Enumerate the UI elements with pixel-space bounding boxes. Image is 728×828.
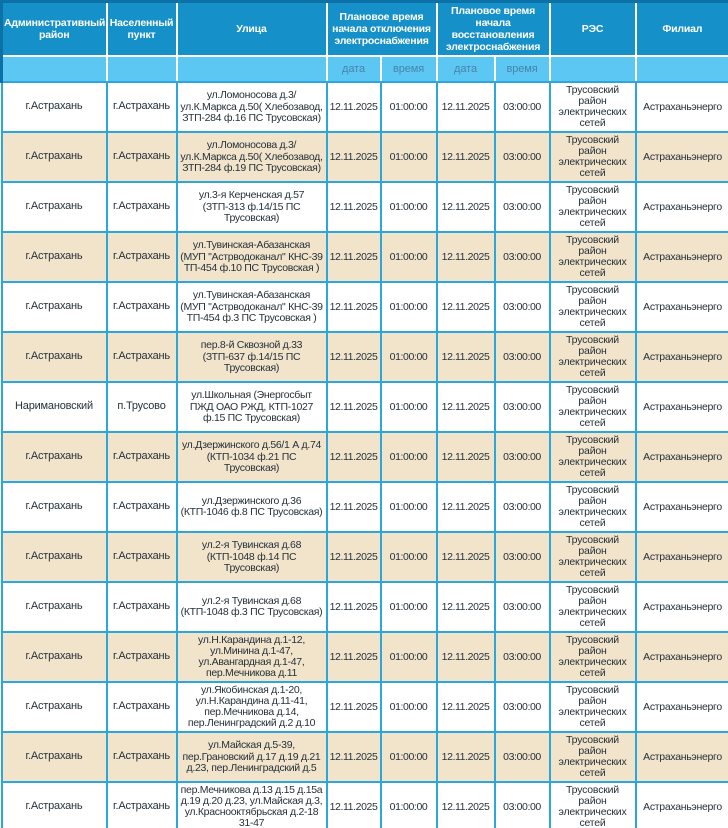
col-header-restoration-group: Плановое время начала восстановления электроснабжения: [437, 2, 550, 57]
subheader-spacer: [177, 56, 327, 82]
cell-branch: Астраханьэнерго: [636, 482, 728, 532]
subheader-outage-time: время: [381, 56, 437, 82]
cell-district: г.Астрахань: [2, 532, 107, 582]
cell-restore-date: 12.11.2025: [437, 82, 495, 132]
cell-restore-date: 12.11.2025: [437, 282, 495, 332]
cell-restore-time: 03:00:00: [495, 582, 550, 632]
cell-branch: Астраханьэнерго: [636, 382, 728, 432]
cell-outage-time: 01:00:00: [381, 782, 437, 828]
cell-settlement: г.Астрахань: [107, 182, 177, 232]
col-header-outage-group: Плановое время начала отключения электроснабжения: [327, 2, 437, 57]
cell-restore-time: 03:00:00: [495, 482, 550, 532]
cell-outage-time: 01:00:00: [381, 532, 437, 582]
cell-street: ул.Школьная (Энергосбыт ПЖД ОАО РЖД, КТП-1027 ф.15 ПС Трусовская): [177, 382, 327, 432]
cell-outage-date: 12.11.2025: [327, 382, 381, 432]
cell-restore-time: 03:00:00: [495, 632, 550, 682]
cell-district: г.Астрахань: [2, 782, 107, 828]
cell-restore-time: 03:00:00: [495, 732, 550, 782]
cell-settlement: г.Астрахань: [107, 282, 177, 332]
cell-res: Трусовский район электрических сетей: [550, 182, 636, 232]
cell-district: г.Астрахань: [2, 182, 107, 232]
cell-settlement: г.Астрахань: [107, 582, 177, 632]
cell-restore-date: 12.11.2025: [437, 232, 495, 282]
cell-settlement: п.Трусово: [107, 382, 177, 432]
cell-district: г.Астрахань: [2, 432, 107, 482]
cell-settlement: г.Астрахань: [107, 782, 177, 828]
cell-restore-date: 12.11.2025: [437, 532, 495, 582]
cell-outage-date: 12.11.2025: [327, 332, 381, 382]
cell-restore-date: 12.11.2025: [437, 132, 495, 182]
cell-outage-time: 01:00:00: [381, 582, 437, 632]
table-row: [2, 382, 728, 432]
cell-outage-date: 12.11.2025: [327, 582, 381, 632]
cell-street: ул.Тувинская-Абазанская (МУП "Астрводоканал" КНС-39 ТП-454 ф.3 ПС Трусовская ): [177, 282, 327, 332]
table-row: [2, 582, 728, 632]
cell-res: Трусовский район электрических сетей: [550, 432, 636, 482]
table-row: [2, 282, 728, 332]
cell-outage-time: 01:00:00: [381, 732, 437, 782]
cell-branch: Астраханьэнерго: [636, 332, 728, 382]
cell-restore-date: 12.11.2025: [437, 482, 495, 532]
cell-restore-time: 03:00:00: [495, 332, 550, 382]
cell-settlement: г.Астрахань: [107, 82, 177, 132]
table-row: [2, 332, 728, 382]
cell-outage-time: 01:00:00: [381, 382, 437, 432]
cell-branch: Астраханьэнерго: [636, 132, 728, 182]
cell-restore-time: 03:00:00: [495, 782, 550, 828]
cell-restore-date: 12.11.2025: [437, 682, 495, 732]
cell-street: ул.Дзержинского д.56/1 А д.74 (КТП-1034 ф.21 ПС Трусовская): [177, 432, 327, 482]
table-row: [2, 132, 728, 182]
subheader-spacer: [550, 56, 636, 82]
cell-district: г.Астрахань: [2, 132, 107, 182]
cell-street: пер.Мечникова д.13 д.15 д.15а д.19 д.20 д.23, ул.Майская д.3, ул.Краснооктябрьская д.2-18 31-47: [177, 782, 327, 828]
cell-street: ул.Тувинская-Абазанская (МУП "Астрводоканал" КНС-39 ТП-454 ф.10 ПС Трусовская ): [177, 232, 327, 282]
subheader-spacer: [2, 56, 107, 82]
cell-outage-date: 12.11.2025: [327, 282, 381, 332]
cell-res: Трусовский район электрических сетей: [550, 382, 636, 432]
cell-district: г.Астрахань: [2, 732, 107, 782]
cell-settlement: г.Астрахань: [107, 482, 177, 532]
cell-district: Наримановский: [2, 382, 107, 432]
cell-restore-time: 03:00:00: [495, 282, 550, 332]
table-row: [2, 82, 728, 132]
cell-branch: Астраханьэнерго: [636, 182, 728, 232]
cell-restore-time: 03:00:00: [495, 432, 550, 482]
cell-outage-date: 12.11.2025: [327, 82, 381, 132]
cell-restore-date: 12.11.2025: [437, 782, 495, 828]
cell-branch: Астраханьэнерго: [636, 82, 728, 132]
cell-outage-time: 01:00:00: [381, 132, 437, 182]
cell-restore-time: 03:00:00: [495, 532, 550, 582]
table-body: [2, 82, 728, 828]
cell-district: г.Астрахань: [2, 332, 107, 382]
table-row: [2, 232, 728, 282]
cell-street: ул.Ломоносова д.3/ ул.К.Маркса д.50( Хлебозавод, ЗТП-284 ф.19 ПС Трусовская): [177, 132, 327, 182]
table-row: [2, 732, 728, 782]
subheader-spacer: [636, 56, 728, 82]
cell-restore-time: 03:00:00: [495, 382, 550, 432]
cell-restore-date: 12.11.2025: [437, 382, 495, 432]
cell-outage-time: 01:00:00: [381, 232, 437, 282]
cell-outage-time: 01:00:00: [381, 82, 437, 132]
cell-outage-time: 01:00:00: [381, 632, 437, 682]
cell-restore-time: 03:00:00: [495, 232, 550, 282]
cell-street: ул.2-я Тувинская д.68 (КТП-1048 ф.3 ПС Трусовская): [177, 582, 327, 632]
cell-branch: Астраханьэнерго: [636, 532, 728, 582]
cell-outage-date: 12.11.2025: [327, 132, 381, 182]
cell-outage-date: 12.11.2025: [327, 432, 381, 482]
cell-outage-date: 12.11.2025: [327, 182, 381, 232]
cell-branch: Астраханьэнерго: [636, 632, 728, 682]
col-header-res: РЭС: [550, 2, 636, 57]
cell-street: пер.8-й Сквозной д.33 (ЗТП-637 ф.14/15 ПС Трусовская): [177, 332, 327, 382]
cell-street: ул.Н.Карандина д.1-12, ул.Минина д.1-47, ул.Авангардная д.1-47, пер.Мечникова д.11: [177, 632, 327, 682]
cell-outage-date: 12.11.2025: [327, 232, 381, 282]
cell-street: ул.Ломоносова д.3/ ул.К.Маркса д.50( Хлебозавод, ЗТП-284 ф.16 ПС Трусовская): [177, 82, 327, 132]
cell-restore-time: 03:00:00: [495, 132, 550, 182]
cell-res: Трусовский район электрических сетей: [550, 632, 636, 682]
cell-district: г.Астрахань: [2, 82, 107, 132]
cell-district: г.Астрахань: [2, 682, 107, 732]
cell-branch: Астраханьэнерго: [636, 432, 728, 482]
subheader-spacer: [107, 56, 177, 82]
col-header-district: Административный район: [2, 2, 107, 57]
cell-res: Трусовский район электрических сетей: [550, 232, 636, 282]
cell-res: Трусовский район электрических сетей: [550, 332, 636, 382]
cell-settlement: г.Астрахань: [107, 332, 177, 382]
cell-branch: Астраханьэнерго: [636, 732, 728, 782]
cell-outage-time: 01:00:00: [381, 282, 437, 332]
cell-branch: Астраханьэнерго: [636, 782, 728, 828]
cell-restore-date: 12.11.2025: [437, 432, 495, 482]
cell-street: ул.3-я Керченская д.57 (ЗТП-313 ф.14/15 ПС Трусовская): [177, 182, 327, 232]
cell-outage-date: 12.11.2025: [327, 482, 381, 532]
cell-branch: Астраханьэнерго: [636, 282, 728, 332]
cell-district: г.Астрахань: [2, 282, 107, 332]
cell-restore-time: 03:00:00: [495, 82, 550, 132]
cell-street: ул.Дзержинского д.36 (КТП-1046 ф.8 ПС Трусовская): [177, 482, 327, 532]
cell-settlement: г.Астрахань: [107, 132, 177, 182]
cell-res: Трусовский район электрических сетей: [550, 132, 636, 182]
cell-outage-date: 12.11.2025: [327, 732, 381, 782]
cell-outage-time: 01:00:00: [381, 682, 437, 732]
cell-street: ул.2-я Тувинская д.68 (КТП-1048 ф.14 ПС Трусовская): [177, 532, 327, 582]
header-row: [2, 2, 728, 57]
table-row: [2, 532, 728, 582]
cell-outage-date: 12.11.2025: [327, 532, 381, 582]
cell-outage-date: 12.11.2025: [327, 782, 381, 828]
cell-restore-date: 12.11.2025: [437, 182, 495, 232]
cell-district: г.Астрахань: [2, 232, 107, 282]
cell-res: Трусовский район электрических сетей: [550, 532, 636, 582]
cell-outage-time: 01:00:00: [381, 432, 437, 482]
table-row: [2, 782, 728, 828]
cell-street: ул.Якобинская д.1-20, ул.Н.Карандина д.11-41, пер.Мечникова д.14, пер.Ленинградский д.2 д.10: [177, 682, 327, 732]
cell-settlement: г.Астрахань: [107, 732, 177, 782]
cell-restore-time: 03:00:00: [495, 682, 550, 732]
subheader-outage-date: дата: [327, 56, 381, 82]
cell-restore-date: 12.11.2025: [437, 582, 495, 632]
subheader-restore-time: время: [495, 56, 550, 82]
cell-res: Трусовский район электрических сетей: [550, 682, 636, 732]
table-row: [2, 432, 728, 482]
cell-res: Трусовский район электрических сетей: [550, 732, 636, 782]
cell-district: г.Астрахань: [2, 482, 107, 532]
col-header-settlement: Населенный пункт: [107, 2, 177, 57]
cell-outage-time: 01:00:00: [381, 332, 437, 382]
table-row: [2, 682, 728, 732]
cell-branch: Астраханьэнерго: [636, 232, 728, 282]
table-header: [2, 2, 728, 83]
subheader-restore-date: дата: [437, 56, 495, 82]
cell-restore-date: 12.11.2025: [437, 332, 495, 382]
cell-outage-time: 01:00:00: [381, 182, 437, 232]
cell-res: Трусовский район электрических сетей: [550, 482, 636, 532]
cell-restore-date: 12.11.2025: [437, 632, 495, 682]
cell-settlement: г.Астрахань: [107, 682, 177, 732]
cell-street: ул.Майская д.5-39, пер.Грановский д.17 д.19 д.21 д.23, пер.Ленинградский д.5: [177, 732, 327, 782]
cell-res: Трусовский район электрических сетей: [550, 582, 636, 632]
cell-branch: Астраханьэнерго: [636, 582, 728, 632]
cell-outage-time: 01:00:00: [381, 482, 437, 532]
cell-outage-date: 12.11.2025: [327, 682, 381, 732]
cell-res: Трусовский район электрических сетей: [550, 782, 636, 828]
col-header-street: Улица: [177, 2, 327, 57]
cell-settlement: г.Астрахань: [107, 232, 177, 282]
table-row: [2, 482, 728, 532]
cell-branch: Астраханьэнерго: [636, 682, 728, 732]
subheader-row: [2, 56, 728, 82]
cell-district: г.Астрахань: [2, 632, 107, 682]
cell-settlement: г.Астрахань: [107, 632, 177, 682]
cell-district: г.Астрахань: [2, 582, 107, 632]
table-row: [2, 182, 728, 232]
cell-settlement: г.Астрахань: [107, 532, 177, 582]
cell-res: Трусовский район электрических сетей: [550, 82, 636, 132]
cell-outage-date: 12.11.2025: [327, 632, 381, 682]
col-header-branch: Филиал: [636, 2, 728, 57]
cell-restore-date: 12.11.2025: [437, 732, 495, 782]
cell-restore-time: 03:00:00: [495, 182, 550, 232]
cell-res: Трусовский район электрических сетей: [550, 282, 636, 332]
cell-settlement: г.Астрахань: [107, 432, 177, 482]
table-row: [2, 632, 728, 682]
